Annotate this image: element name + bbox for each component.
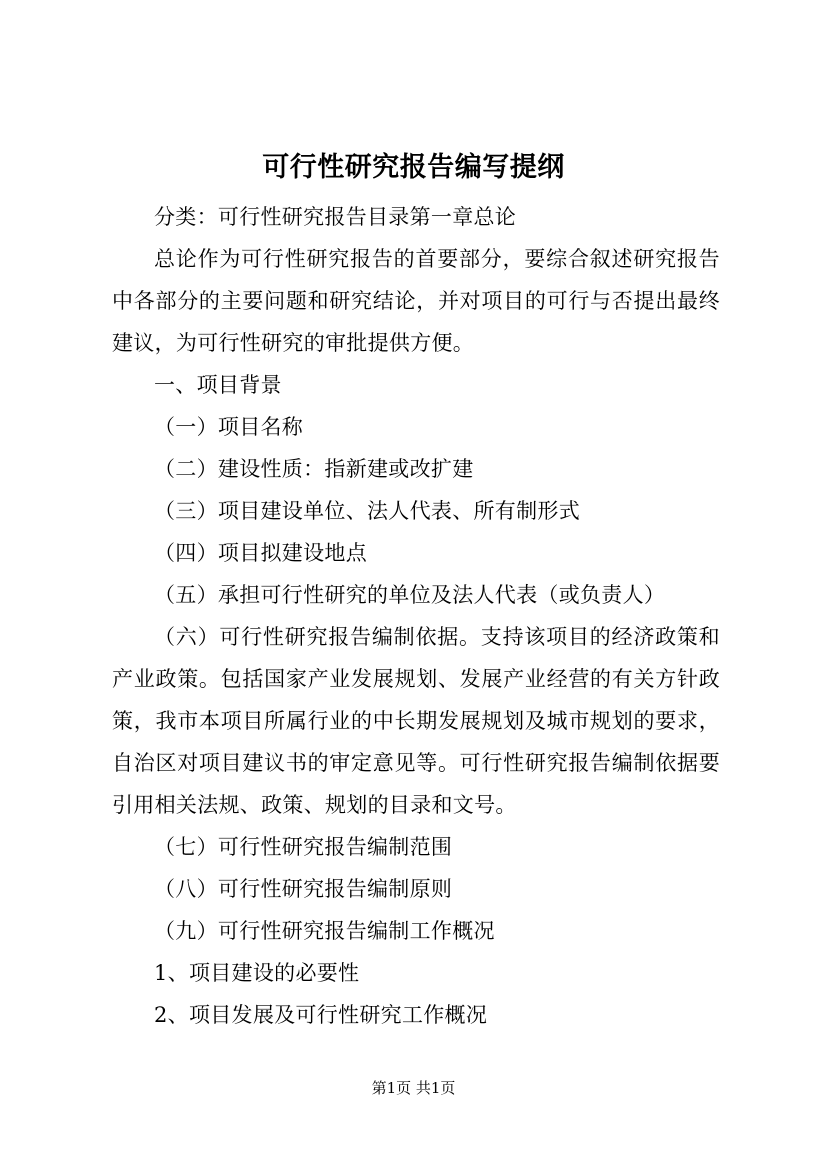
list-item-construction-nature: （二）建设性质：指新建或改扩建 — [154, 457, 474, 481]
list-item-work-overview: （九）可行性研究报告编制工作概况 — [154, 919, 495, 943]
document-title: 可行性研究报告编写提纲 — [262, 152, 565, 183]
list-item-compilation-scope: （七）可行性研究报告编制范围 — [154, 835, 453, 859]
numbered-item-development: 2、项目发展及可行性研究工作概况 — [154, 1003, 488, 1027]
section-heading-background: 一、项目背景 — [154, 373, 282, 397]
list-item-construction-unit: （三）项目建设单位、法人代表、所有制形式 — [154, 499, 580, 523]
list-item-compilation-basis: （六）可行性研究报告编制依据。支持该项目的经济政策和产业政策。包括国家产业发展规划、发展产业经营的有关方针政策，我市本项目所属行业的中长期发展规划及城市规划的要求，自治区对项目建议书的审定意见等。可行性研究报告编制依据要引用相关法规、政策、规划的目录和文号。 — [112, 625, 720, 817]
list-item-research-unit: （五）承担可行性研究的单位及法人代表（或负责人） — [154, 583, 666, 607]
overview-paragraph: 总论作为可行性研究报告的首要部分，要综合叙述研究报告中各部分的主要问题和研究结论，并对项目的可行与否提出最终建议，为可行性研究的审批提供方便。 — [112, 247, 720, 355]
category-line: 分类：可行性研究报告目录第一章总论 — [154, 205, 517, 229]
list-item-project-name: （一）项目名称 — [154, 415, 304, 439]
document-body — [112, 196, 720, 1036]
numbered-item-necessity: 1、项目建设的必要性 — [154, 961, 360, 985]
list-item-compilation-principles: （八）可行性研究报告编制原则 — [154, 877, 453, 901]
page-footer: 第1页 共1页 — [371, 1079, 456, 1097]
list-item-location: （四）项目拟建设地点 — [154, 541, 367, 565]
